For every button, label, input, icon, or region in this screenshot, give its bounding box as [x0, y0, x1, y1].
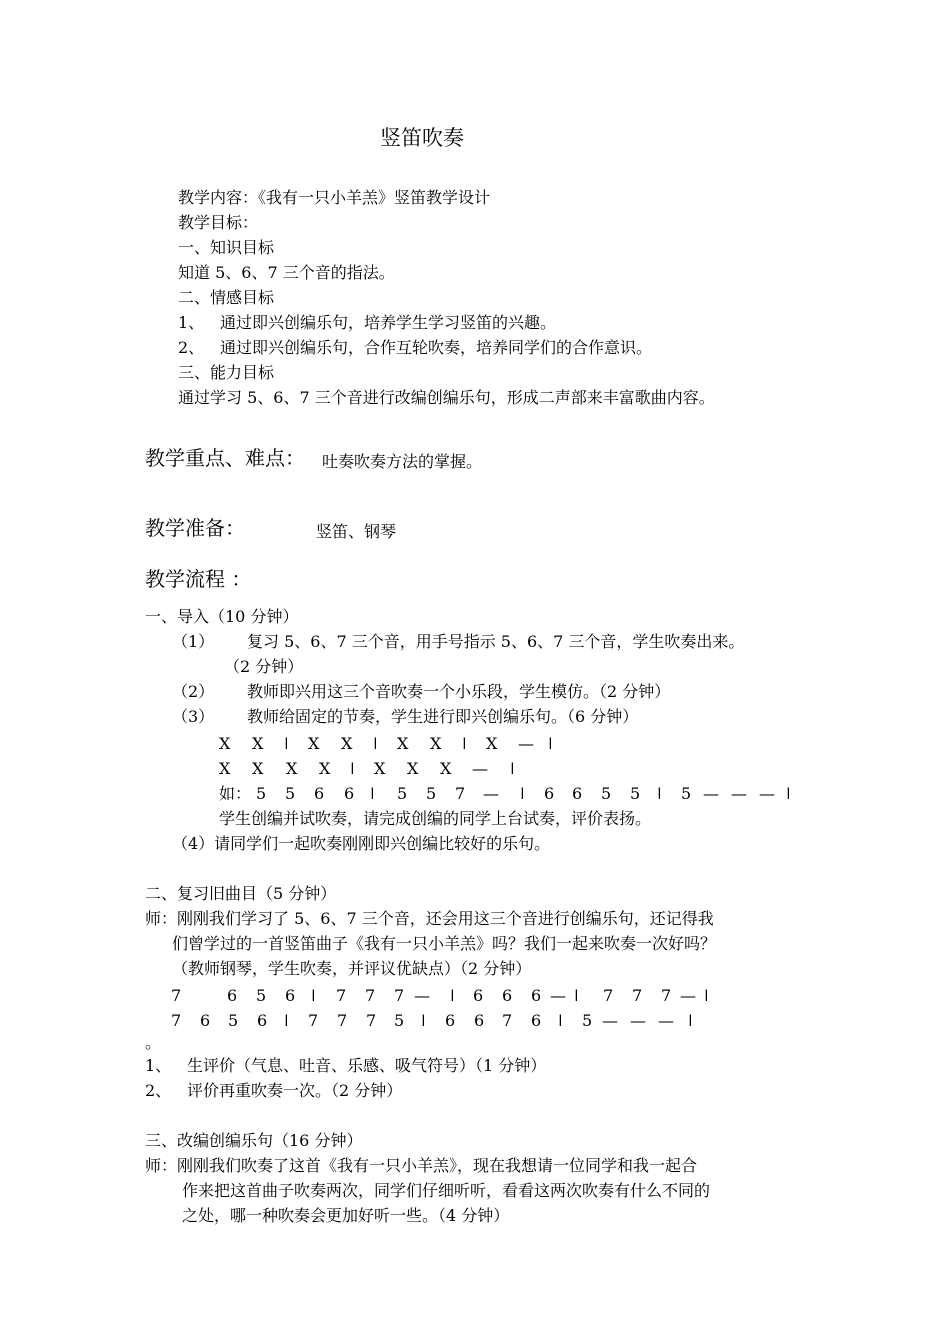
- bar-line: ǀ: [462, 734, 467, 753]
- melody-note: 6: [544, 784, 555, 803]
- bar-line: ǀ: [548, 734, 553, 753]
- melody-dash: —: [414, 986, 430, 1005]
- melody-note: 5: [256, 784, 267, 803]
- melody-note: 7: [171, 1011, 182, 1030]
- review-1-number: 1、: [145, 1056, 172, 1075]
- melody-note: 5: [397, 784, 408, 803]
- rhythm-note: X: [252, 759, 264, 778]
- bar-line: ǀ: [373, 734, 378, 753]
- melody-note: 6: [473, 986, 484, 1005]
- step-1-number: （1）: [172, 632, 215, 651]
- section-2-heading: 二、复习旧曲目（5 分钟）: [145, 884, 337, 903]
- rhythm-note: X: [308, 734, 320, 753]
- rhythm-note: X: [407, 759, 419, 778]
- bar-line: ǀ: [510, 759, 515, 778]
- melody-note: 5: [394, 1011, 405, 1030]
- section-1-heading: 一、导入（10 分钟）: [145, 607, 299, 626]
- melody-note: 6: [445, 1011, 456, 1030]
- bar-line: ǀ: [786, 784, 791, 803]
- melody-dash: —: [658, 1011, 674, 1030]
- melody-note: 7: [171, 986, 182, 1005]
- rhythm-dash: —: [518, 734, 534, 753]
- goals-label: 教学目标：: [178, 213, 259, 232]
- melody-note: 7: [661, 986, 672, 1005]
- melody-note: 6: [314, 784, 325, 803]
- emotion-goal-heading: 二、情感目标: [178, 288, 275, 307]
- emotion-goal-2-text: 通过即兴创编乐句，合作互轮吹奏，培养同学们的合作意识。: [220, 338, 653, 357]
- rhythm-note: X: [219, 759, 231, 778]
- step-2-number: （2）: [172, 682, 215, 701]
- bar-line: ǀ: [520, 784, 525, 803]
- section-3-heading: 三、改编创编乐句（16 分钟）: [145, 1131, 363, 1150]
- step-3-followup: 学生创编并试吹奏，请完成创编的同学上台试奏，评价表扬。: [219, 809, 652, 828]
- bar-line: ǀ: [704, 986, 709, 1005]
- ability-goal-heading: 三、能力目标: [178, 363, 275, 382]
- knowledge-goal-heading: 一、知识目标: [178, 238, 275, 257]
- rhythm-note: X: [397, 734, 409, 753]
- section-3-para-line-3: 之处，哪一种吹奏会更加好听一些。（4 分钟）: [182, 1206, 510, 1225]
- rhythm-dash: —: [472, 759, 488, 778]
- step-1-duration: （2 分钟）: [224, 657, 304, 676]
- step-3-number: （3）: [172, 707, 215, 726]
- emotion-goal-2-number: 2、: [178, 338, 205, 357]
- bar-line: ǀ: [421, 1011, 426, 1030]
- preparation-text: 竖笛、钢琴: [316, 522, 397, 541]
- melody-note: 5: [285, 784, 296, 803]
- ability-goal-text: 通过学习 5、6、7 三个音进行改编创编乐句，形成二声部来丰富歌曲内容。: [178, 388, 715, 407]
- melody-dash: —: [550, 986, 566, 1005]
- melody-note: 7: [365, 986, 376, 1005]
- melody-note: 7: [336, 986, 347, 1005]
- teaching-flow-label: 教学流程 ：: [145, 567, 252, 591]
- step-3-text: 教师给固定的节奏，学生进行即兴创编乐句。（6 分钟）: [247, 707, 639, 726]
- section-3-para-line-1: 师：刚刚我们吹奏了这首《我有一只小羊羔》，现在我想请一位同学和我一起合: [145, 1156, 698, 1175]
- rhythm-note: X: [219, 734, 231, 753]
- rhythm-note: X: [440, 759, 452, 778]
- melody-note: 5: [601, 784, 612, 803]
- bar-line: ǀ: [284, 1011, 289, 1030]
- melody-dash: —: [759, 784, 775, 803]
- key-points-text: 吐奏吹奏方法的掌握。: [322, 452, 483, 471]
- rhythm-note: X: [341, 734, 353, 753]
- emotion-goal-1-text: 通过即兴创编乐句，培养学生学习竖笛的兴趣。: [220, 313, 557, 332]
- melody-note: 6: [200, 1011, 211, 1030]
- emotion-goal-1-number: 1、: [178, 313, 205, 332]
- melody-dash: —: [630, 1011, 646, 1030]
- step-1-text: 复习 5、6、7 三个音，用手号指示 5、6、7 三个音，学生吹奏出来。: [247, 632, 745, 651]
- melody-note: 6: [257, 1011, 268, 1030]
- review-2-text: 评价再重吹奏一次。（2 分钟）: [187, 1081, 403, 1100]
- knowledge-goal-text: 知道 5、6、7 三个音的指法。: [178, 263, 395, 282]
- melody-note: 7: [502, 1011, 513, 1030]
- melody-note: 5: [426, 784, 437, 803]
- bar-line: ǀ: [574, 986, 579, 1005]
- section-2-para-line-2: 们曾学过的一首竖笛曲子《我有一只小羊羔》吗？我们一起来吹奏一次好吗？: [172, 934, 717, 953]
- section-2-para-line-3: （教师钢琴，学生吹奏，并评议优缺点）（2 分钟）: [172, 959, 532, 978]
- rhythm-note: X: [319, 759, 331, 778]
- melody-note: 5: [681, 784, 692, 803]
- melody-note: 6: [344, 784, 355, 803]
- melody-note: 6: [285, 986, 296, 1005]
- stray-period: 。: [145, 1033, 162, 1052]
- review-1-text: 生评价（气息、吐音、乐感、吸气符号）（1 分钟）: [187, 1056, 547, 1075]
- bar-line: ǀ: [657, 784, 662, 803]
- melody-dash: —: [680, 986, 696, 1005]
- bar-line: ǀ: [311, 986, 316, 1005]
- melody-note: 7: [366, 1011, 377, 1030]
- melody-note: 7: [308, 1011, 319, 1030]
- key-points-label: 教学重点、难点：: [145, 446, 305, 470]
- bar-line: ǀ: [350, 759, 355, 778]
- melody-dash: —: [602, 1011, 618, 1030]
- melody-note: 6: [474, 1011, 485, 1030]
- step-4-text: （4）请同学们一起吹奏刚刚即兴创编比较好的乐句。: [172, 834, 551, 853]
- rhythm-note: X: [252, 734, 264, 753]
- step-2-text: 教师即兴用这三个音吹奏一个小乐段，学生模仿。（2 分钟）: [247, 682, 671, 701]
- melody-note: 6: [227, 986, 238, 1005]
- section-2-para-line-1: 师：刚刚我们学习了 5、6、7 三个音，还会用这三个音进行创编乐句，还记得我: [145, 909, 714, 928]
- melody-note: 7: [337, 1011, 348, 1030]
- bar-line: ǀ: [450, 986, 455, 1005]
- document-title: 竖笛吹奏: [380, 126, 464, 150]
- section-3-para-line-2: 作来把这首曲子吹奏两次，同学们仔细听听，看看这两次吹奏有什么不同的: [182, 1181, 711, 1200]
- melody-note: 7: [455, 784, 466, 803]
- melody-note: 6: [572, 784, 583, 803]
- example-label: 如：: [219, 784, 252, 803]
- preparation-label: 教学准备：: [145, 516, 245, 540]
- melody-note: 6: [531, 986, 542, 1005]
- rhythm-note: X: [374, 759, 386, 778]
- melody-note: 7: [632, 986, 643, 1005]
- melody-dash: —: [731, 784, 747, 803]
- melody-note: 5: [630, 784, 641, 803]
- melody-note: 7: [603, 986, 614, 1005]
- rhythm-note: X: [486, 734, 498, 753]
- melody-note: 6: [531, 1011, 542, 1030]
- melody-note: 5: [582, 1011, 593, 1030]
- melody-note: 5: [256, 986, 267, 1005]
- melody-dash: —: [703, 784, 719, 803]
- melody-note: 5: [228, 1011, 239, 1030]
- bar-line: ǀ: [370, 784, 375, 803]
- melody-dash: —: [483, 784, 499, 803]
- rhythm-note: X: [430, 734, 442, 753]
- teaching-content: 教学内容：《我有一只小羊羔》竖笛教学设计: [178, 188, 491, 207]
- bar-line: ǀ: [558, 1011, 563, 1030]
- rhythm-note: X: [286, 759, 298, 778]
- melody-note: 7: [394, 986, 405, 1005]
- melody-note: 6: [502, 986, 513, 1005]
- bar-line: ǀ: [688, 1011, 693, 1030]
- review-2-number: 2、: [145, 1081, 172, 1100]
- bar-line: ǀ: [284, 734, 289, 753]
